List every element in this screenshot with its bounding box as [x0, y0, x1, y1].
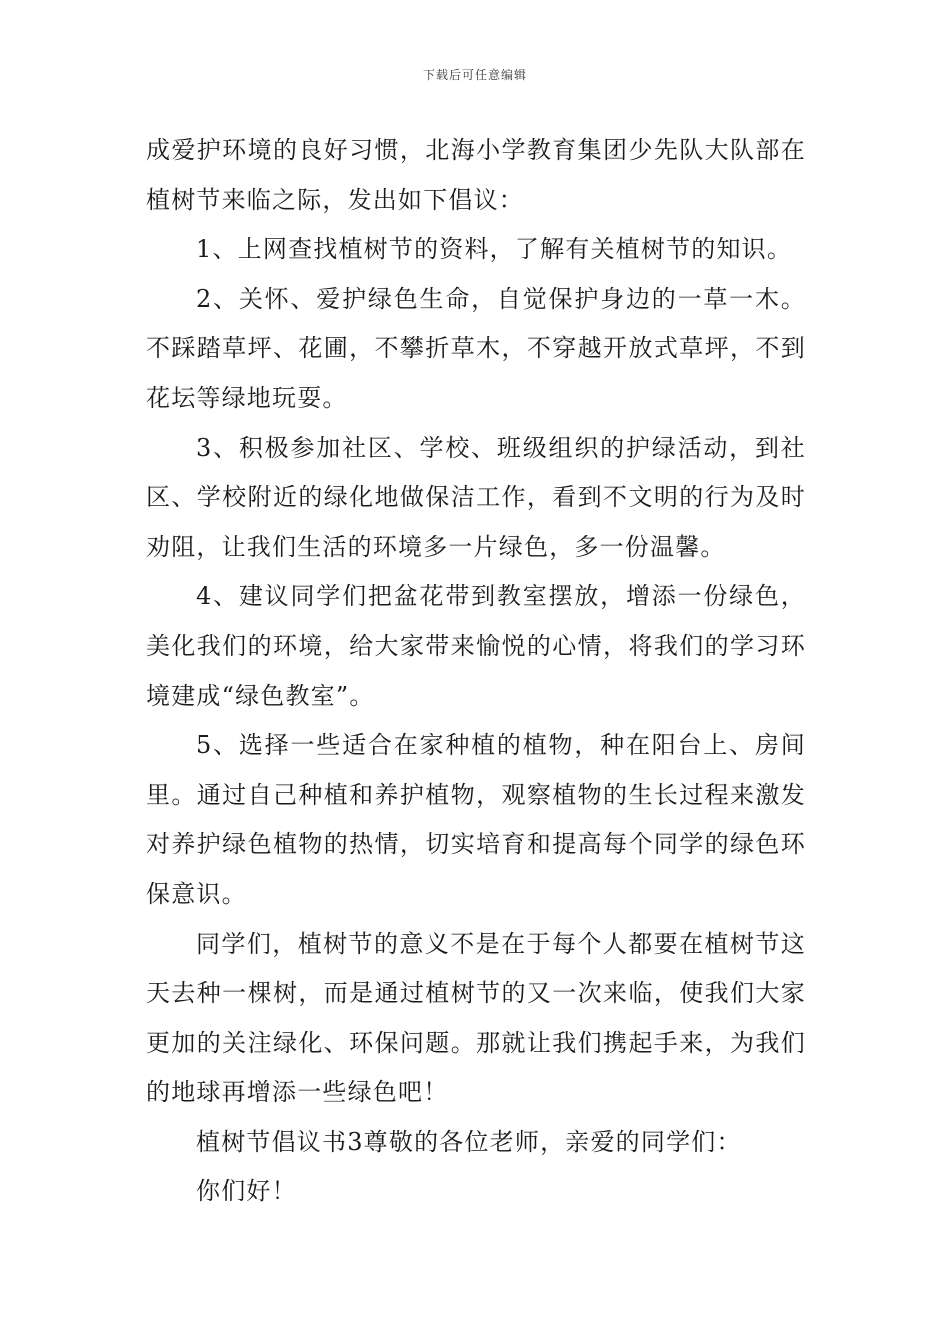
page-header-note: 下载后可任意编辑	[422, 68, 527, 82]
document-body	[146, 126, 806, 1217]
paragraph-item-2: 2、关怀、爱护绿色生命，自觉保护身边的一草一木。不踩踏草坪、花圃，不攀折草木，不穿越开放式草坪，不到花坛等绿地玩耍。	[146, 284, 806, 412]
paragraph-next-letter-title: 植树节倡议书3尊敬的各位老师，亲爱的同学们：	[196, 1127, 742, 1156]
paragraph-item-4: 4、建议同学们把盆花带到教室摆放，增添一份绿色，美化我们的环境，给大家带来愉悦的心情，将我们的学习环境建成“绿色教室”。	[146, 582, 806, 710]
paragraph-item-1: 1、上网查找植树节的资料，了解有关植树节的知识。	[196, 235, 793, 264]
paragraph-greeting: 你们好！	[196, 1177, 297, 1206]
paragraph-item-5: 5、选择一些适合在家种植的植物，种在阳台上、房间里。通过自己种植和养护植物，观察植物的生长过程来激发对养护绿色植物的热情，切实培育和提高每个同学的绿色环保意识。	[146, 731, 806, 908]
paragraph-closing: 同学们，植树节的意义不是在于每个人都要在植树节这天去种一棵树，而是通过植树节的又一次来临，使我们大家更加的关注绿化、环保问题。那就让我们携起手来，为我们的地球再增添一些绿色吧！	[146, 929, 806, 1107]
paragraph-item-3: 3、积极参加社区、学校、班级组织的护绿活动，到社区、学校附近的绿化地做保洁工作，看到不文明的行为及时劝阻，让我们生活的环境多一片绿色，多一份温馨。	[146, 433, 806, 561]
paragraph-intro-continuation: 成爱护环境的良好习惯，北海小学教育集团少先队大队部在植树节来临之际，发出如下倡议：	[146, 136, 806, 214]
